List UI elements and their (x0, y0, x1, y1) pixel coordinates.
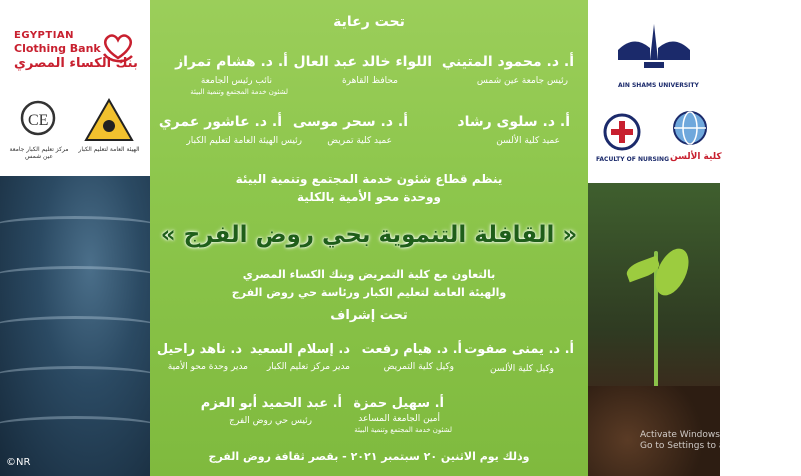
heart-hand-icon (98, 28, 138, 68)
patron-role: رئيس الهيئة العامة لتعليم الكبار (186, 136, 302, 146)
patron-role-detail: لشئون خدمة المجتمع وتنمية البيئة (190, 88, 288, 96)
patron-role: نائب رئيس الجامعة (200, 76, 272, 86)
supervisor-name: د. ناهد راحيل (156, 342, 242, 357)
copyright-text: ©NR (6, 457, 31, 468)
patronage-heading: تحت رعاية (333, 14, 405, 30)
supervisor-name: أ. د. يمنى صفوت (464, 342, 574, 357)
svg-text:CE: CE (28, 112, 49, 129)
supervisor-name: أ. عبد الحميد أبو العزم (200, 396, 342, 411)
supervisor-role: وكيل كلية الألسن (490, 364, 554, 374)
patron-name: أ. د. محمود المتيني (441, 54, 574, 70)
event-title: « القافلة التنموية بحي روض الفرج » (160, 222, 578, 248)
event-date-venue: وذلك يوم الاثنين ٢٠ سبتمبر ٢٠٢١ - بقصر ثقافة روض الفرج (208, 450, 530, 463)
center-panel (150, 0, 588, 476)
nursing-label-2: FACULTY OF NURSING (596, 156, 669, 163)
patron-role: عميد كلية الألسن (496, 136, 560, 146)
organizer-line-1: ينظم قطاع شئون خدمة المجتمع وتنمية البيئة (235, 172, 503, 186)
patron-role: رئيس جامعة عين شمس (476, 76, 568, 86)
ce-logo-label: مركز تعليم الكبار جامعة عين شمس (9, 146, 69, 160)
clothing-bank-line2: Clothing Bank (14, 42, 101, 55)
supervisor-role: مدير مركز تعليم الكبار (266, 362, 350, 372)
ce-emblem-icon (18, 98, 58, 142)
ain-shams-label: AIN SHAMS UNIVERSITY (618, 82, 699, 89)
cooperation-line-1: بالتعاون مع كلية التمريض وبنك الكساء المصري (242, 268, 496, 281)
watermark-line-2: Go to Settings to activate Windows. (640, 441, 801, 451)
seedling-photo (588, 183, 801, 476)
activate-windows-watermark (640, 430, 801, 452)
pyramid-icon (84, 98, 134, 144)
adult-education-label: الهيئة العامة لتعليم الكبار (78, 146, 140, 153)
alsun-label: كلية الألسن (670, 152, 722, 162)
water-photo (0, 176, 150, 476)
watermark-line-1: Activate Windows (640, 430, 720, 440)
patron-role: عميد كلية تمريض (327, 136, 392, 146)
patron-name: أ. د. سلوى رشاد (457, 114, 570, 130)
supervisor-role: رئيس حي روض الفرج (229, 416, 312, 426)
supervisor-role: أمين الجامعة المساعد (358, 414, 440, 424)
supervisor-role: وكيل كلية التمريض (383, 362, 454, 372)
supervisor-role: مدير وحدة محو الأمية (167, 362, 248, 372)
patron-name: أ. د. هشام تمراز (175, 54, 288, 70)
patron-name: اللواء خالد عبد العال (293, 54, 432, 70)
patron-name: أ. د. سحر موسى (292, 114, 408, 130)
globe-icon (672, 110, 708, 146)
cooperation-line-2: والهيئة العامة لتعليم الكبار ورئاسة حي روض الفرج (231, 286, 507, 299)
right-logo-column (588, 0, 801, 476)
supervisor-name: أ. سهيل حمزة (353, 396, 444, 411)
clothing-bank-arabic: بنك الكساء المصري (14, 56, 138, 71)
patron-role: محافظ القاهرة (341, 76, 398, 86)
left-logo-column (0, 0, 150, 476)
organizer-line-2: ووحدة محو الأمية بالكلية (297, 190, 441, 204)
supervision-heading: تحت إشراف (330, 308, 408, 323)
clothing-bank-line1: EGYPTIAN (14, 30, 75, 41)
supervisor-name: أ. د. هيام رفعت (361, 342, 462, 357)
supervisor-role-detail: لشئون خدمة المجتمع وتنمية البيئة (354, 426, 452, 434)
nursing-emblem-icon (602, 112, 642, 152)
supervisor-name: د. إسلام السعيد (249, 342, 350, 357)
patron-name: أ. د. عاشور عمري (158, 114, 282, 130)
ain-shams-emblem-icon (614, 20, 694, 80)
